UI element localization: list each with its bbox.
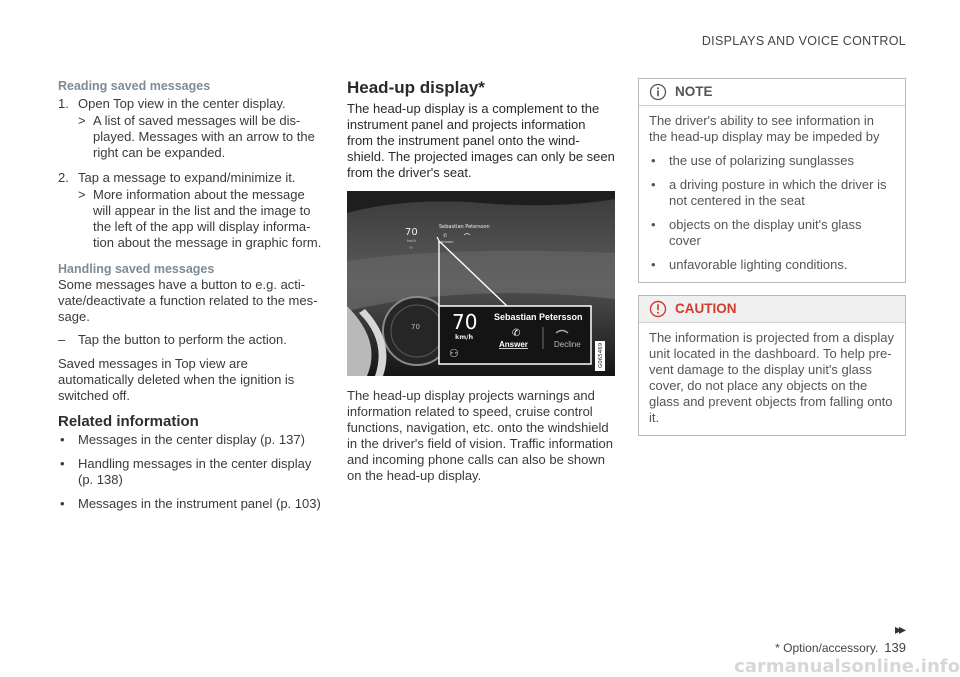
driver-assist-icon: ⚇: [449, 348, 459, 360]
warning-icon: [649, 300, 667, 318]
related-link-text: Handling messages in the center display (p. 138): [78, 456, 312, 487]
middle-column: [347, 78, 615, 484]
right-column: [638, 78, 906, 436]
result-text: A list of saved messages will be dis-played. Messages with an arrow to the right can be expanded.: [93, 113, 315, 160]
answer-label: Answer: [499, 340, 528, 349]
decline-label: Decline: [554, 340, 581, 349]
bullet: •: [651, 153, 656, 168]
head-up-display-illustration: [347, 191, 615, 376]
auto-delete-paragraph: Saved messages in Top view are automatically deleted when the ignition is switched off.: [58, 356, 295, 403]
action-item: [58, 332, 326, 348]
step-text: Open Top view in the center display.: [78, 96, 286, 111]
bullet: •: [651, 177, 656, 192]
phone-icon-small: ✆: [443, 233, 448, 239]
related-link[interactable]: [58, 456, 326, 488]
bullet: •: [60, 496, 65, 511]
note-list-item: [649, 257, 895, 273]
projected-speed: 70: [452, 310, 478, 334]
projected-caller: Sebastian Petersson: [494, 312, 583, 322]
note-item-text: the use of polarizing sunglasses: [669, 153, 855, 168]
dash-marker: –: [58, 332, 66, 347]
related-link-text: Messages in the center display (p. 137): [78, 432, 305, 447]
note-list-item: [649, 177, 895, 209]
bullet: •: [651, 257, 656, 272]
step-number: 2.: [58, 170, 69, 185]
projected-unit: km/h: [455, 333, 474, 341]
phone-answer-icon: ✆: [512, 328, 521, 339]
page-footer: [775, 640, 906, 656]
handling-messages-heading: Handling saved messages: [58, 262, 215, 276]
caution-box: [638, 295, 906, 436]
note-body: [639, 106, 905, 282]
action-text: Tap the button to perform the action.: [78, 332, 287, 347]
bullet: •: [651, 217, 656, 232]
site-watermark: carmanualsonline.info: [734, 656, 960, 677]
dashboard-scene: [347, 191, 615, 376]
step-1-result: [58, 113, 326, 161]
note-item-text: objects on the display unit's glass cover: [669, 217, 862, 248]
projected-unit-small: km/h: [407, 239, 416, 243]
step-1: [58, 96, 326, 112]
caution-header: [639, 296, 905, 323]
caution-text: The information is projected from a display unit located in the dashboard. To help pre-vent damage to the display unit's glass cover, do not place any objects on the glass and prevent objects from falling onto it.: [649, 330, 894, 425]
step-text: Tap a message to expand/minimize it.: [78, 170, 296, 185]
bullet: •: [60, 456, 65, 471]
note-item-text: unfavorable lighting conditions.: [669, 257, 848, 272]
related-link[interactable]: [58, 496, 326, 512]
projected-caller-small: Sebastian Petersson: [439, 224, 490, 230]
caution-title: CAUTION: [675, 301, 737, 316]
next-page-arrows-icon[interactable]: ▸▸: [894, 621, 903, 637]
note-list-item: [649, 217, 895, 249]
left-column: [58, 78, 326, 512]
handling-paragraph: Some messages have a button to e.g. acti-vate/deactivate a function related to the mes-sage.: [58, 277, 318, 324]
intro-paragraph: The head-up display is a complement to the instrument panel and projects information from the instrument panel onto the wind-shield. The projected images can only be seen from the driver's seat.: [347, 101, 615, 180]
step-number: 1.: [58, 96, 69, 111]
note-text: The driver's ability to see information in the head-up display may be impeded by: [649, 113, 880, 144]
bullet: •: [60, 432, 65, 447]
result-marker: >: [78, 113, 86, 128]
note-item-text: a driving posture in which the driver is not centered in the seat: [669, 177, 887, 208]
projected-answer-small: Answer: [441, 240, 454, 244]
gauge-speed-label: 70: [411, 323, 420, 331]
head-up-display-heading: Head-up display*: [347, 78, 485, 97]
section-header: DISPLAYS AND VOICE CONTROL: [701, 34, 906, 48]
reading-messages-heading: Reading saved messages: [58, 79, 211, 93]
projected-speed-small: 70: [405, 227, 418, 238]
related-link[interactable]: [58, 432, 326, 448]
page-number: 139: [884, 640, 906, 655]
figure-code: G065469: [598, 342, 604, 368]
step-2-result: [58, 187, 326, 251]
note-header: [639, 79, 905, 106]
assist-icon-small: ⚇: [409, 245, 413, 250]
related-information-heading: Related information: [58, 413, 199, 430]
note-box: [638, 78, 906, 283]
info-icon: [649, 83, 667, 101]
step-2: [58, 170, 326, 186]
related-link-text: Messages in the instrument panel (p. 103): [78, 496, 321, 511]
head-up-display-description: The head-up display projects warnings and information related to speed, cruise control functions, navigation, etc. onto the windshield in the driver's field of vision. Traffic information and incoming phone calls can also be shown on the head-up display.: [347, 388, 613, 483]
result-marker: >: [78, 187, 86, 202]
footnote: * Option/accessory.: [775, 641, 879, 655]
note-list-item: [649, 153, 895, 169]
result-text: More information about the message will appear in the list and the image to the left of the app will display informa-tion about the message in graphic form.: [93, 187, 322, 250]
note-title: NOTE: [675, 84, 713, 99]
